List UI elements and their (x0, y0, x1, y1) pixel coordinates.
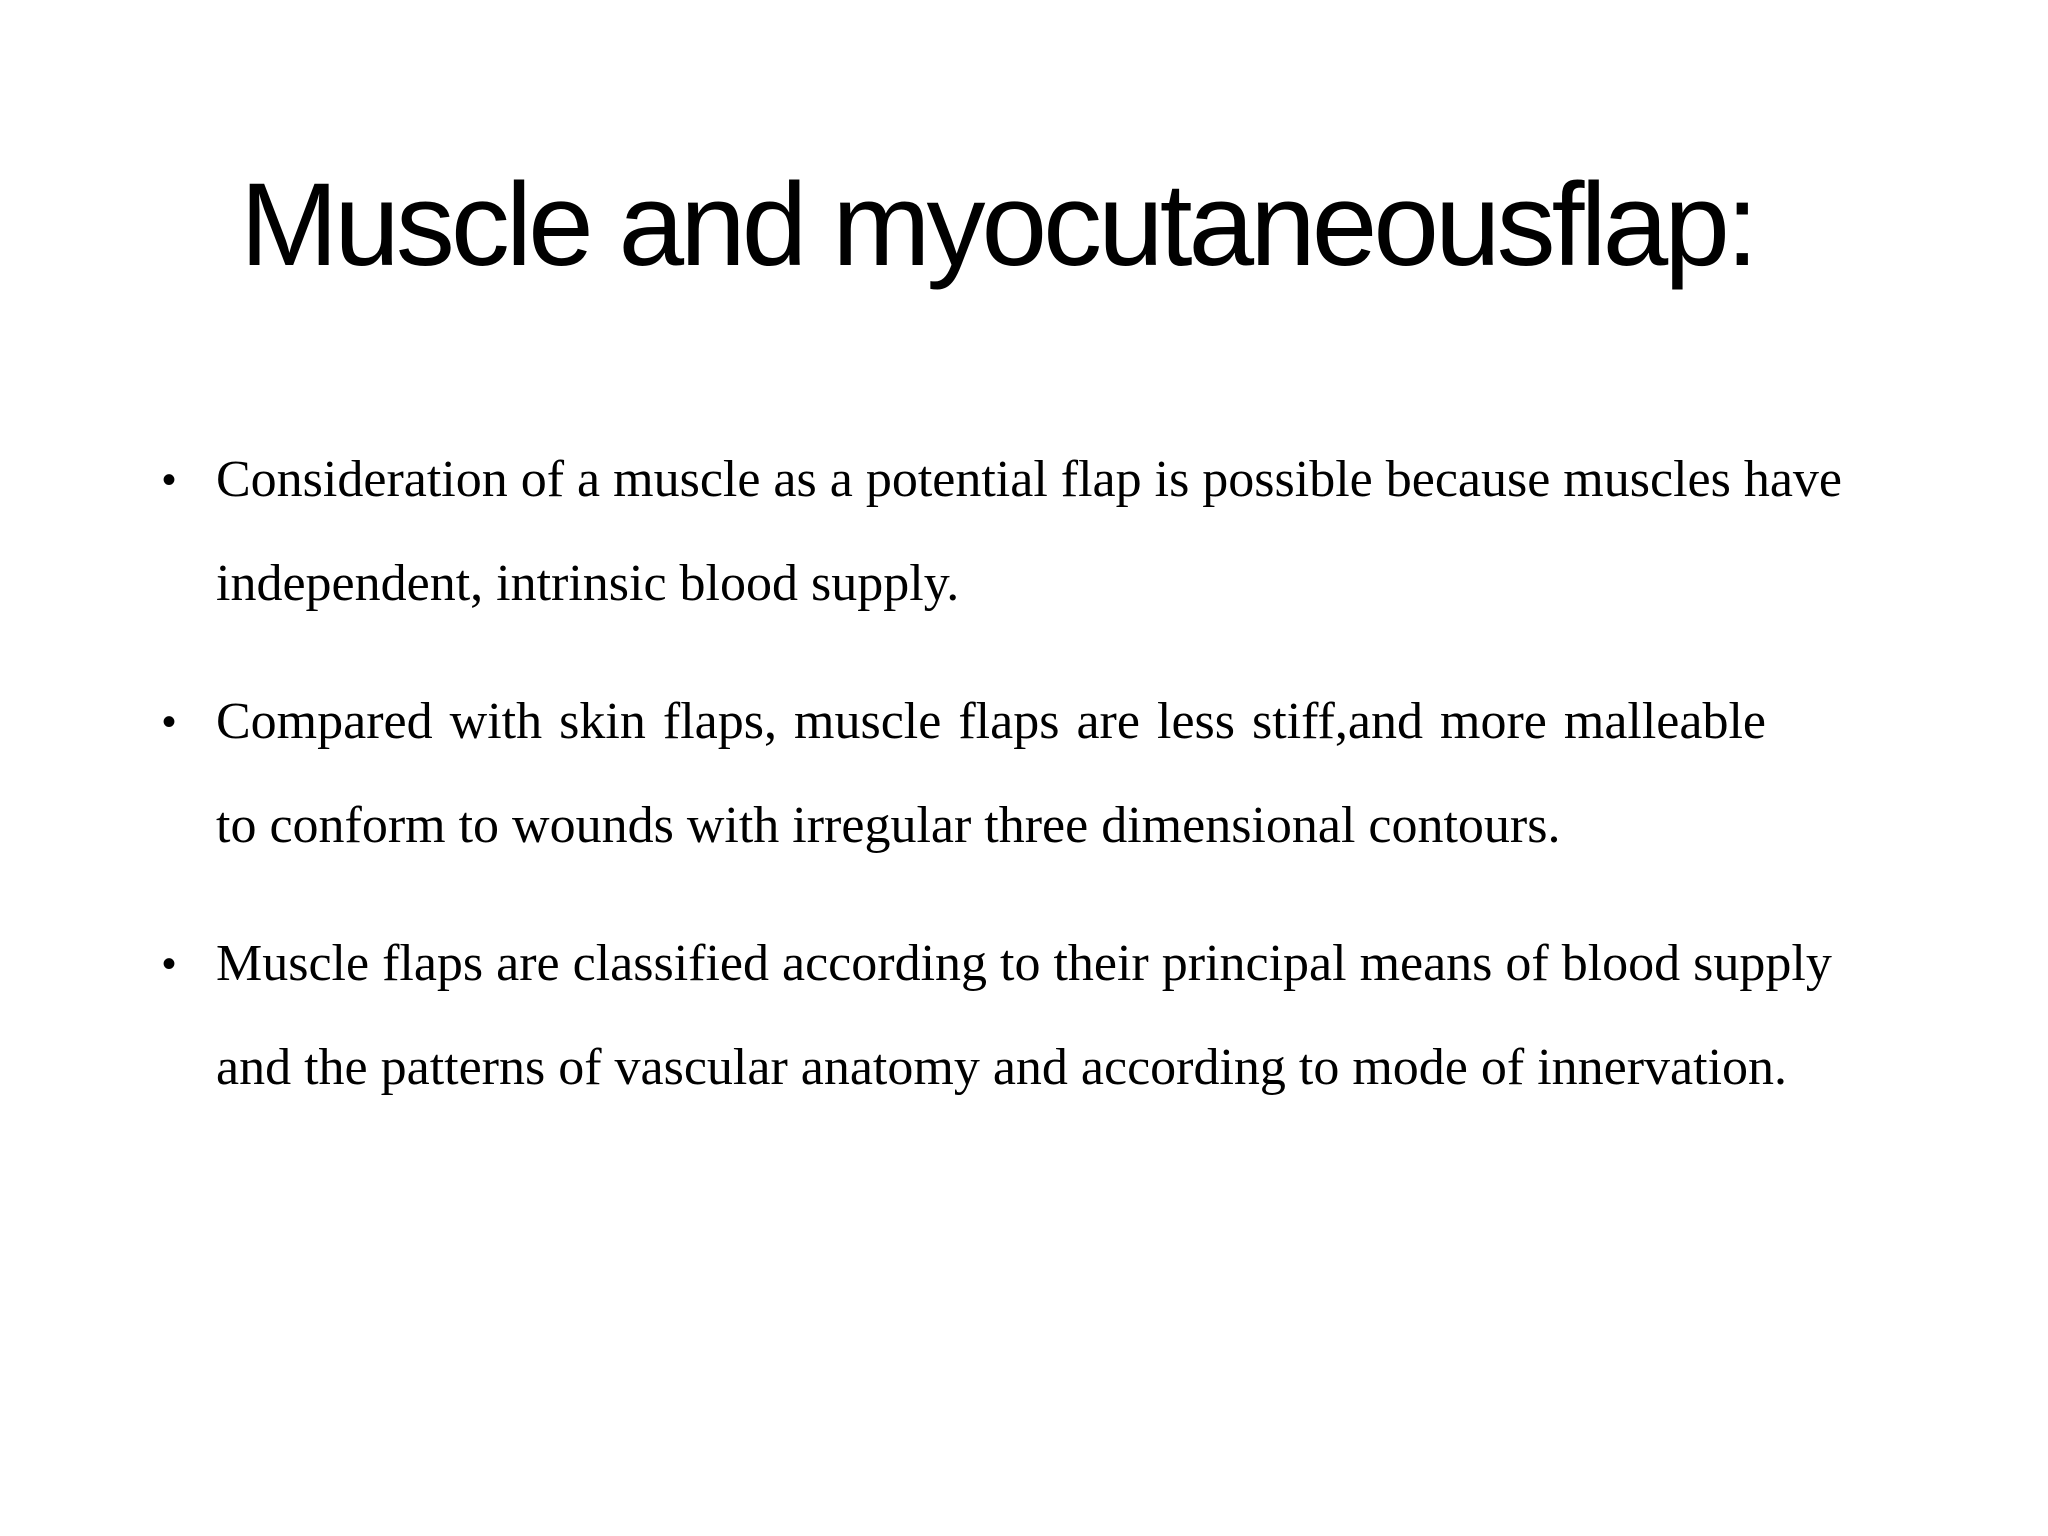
bullet-text: Compared with skin flaps, muscle flaps are less stiff,and more malleable to conform to wounds with irregular three dimensional contours. (216, 693, 1766, 854)
bullet-list (162, 428, 1842, 1154)
bullet-item (162, 912, 1842, 1120)
bullet-text: Muscle flaps are classified according to their principal means of blood supply and the patterns of vascular anatomy and according to mode of innervation. (216, 935, 1832, 1096)
bullet-text: Consideration of a muscle as a potential flap is possible because muscles have independent, intrinsic blood supply. (216, 451, 1842, 612)
bullet-icon: • (162, 700, 177, 744)
bullet-item (162, 428, 1842, 636)
bullet-item (162, 670, 1766, 878)
bullet-icon: • (162, 942, 177, 986)
bullet-icon: • (162, 458, 177, 502)
slide-title: Muscle and myocutaneousflap: (240, 159, 1755, 291)
